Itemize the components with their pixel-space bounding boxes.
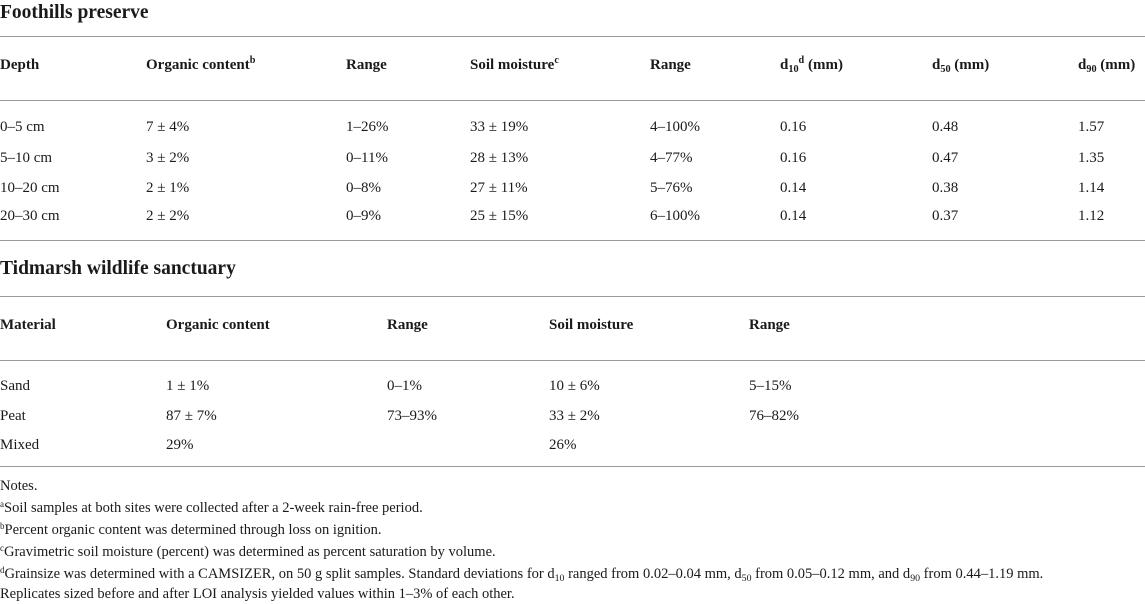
table-cell: 1.57 [1078,119,1105,135]
notes-label: Notes. [0,478,38,494]
header-range: Range [650,57,691,73]
table-cell: 0.37 [932,208,959,224]
table-cell: 1–26% [346,119,389,135]
table-cell: 6–100% [650,208,700,224]
table-cell: 0–1% [387,378,422,394]
footnote-b: $^b$Percent organic content was determined through loss on ignition. [0,520,382,538]
table-cell: 5–10 cm [0,150,53,166]
divider [0,296,1145,297]
table-cell: 1 ± 1% [166,378,210,394]
table-cell: 5–15% [749,378,792,394]
footnote-a: $^a$Soil samples at both sites were collected after a 2-week rain-free period. [0,498,423,516]
header-range: Range [387,317,428,333]
header-material: Material [0,317,56,333]
table-cell: Mixed [0,437,40,453]
table-cell: 0.14 [780,180,807,196]
table-cell: 0–11% [346,150,388,166]
table-cell: 5–76% [650,180,693,196]
table-cell: 29% [166,437,194,453]
header-soil-moisture: Soil moisture$^c$ [470,55,559,73]
divider [0,240,1145,241]
table-cell: 0–5 cm [0,119,45,135]
header-organic-content: Organic content$^b$ [146,55,256,73]
header-range: Range [749,317,790,333]
table-cell: 1.14 [1078,180,1105,196]
table-cell: 3 ± 2% [146,150,190,166]
table-cell: 0.47 [932,150,959,166]
header-organic-content: Organic content [166,317,270,333]
table-cell: Peat [0,408,26,424]
table-cell: 28 ± 13% [470,150,529,166]
table-cell: 0.16 [780,119,807,135]
section-title-tidmarsh: Tidmarsh wildlife sanctuary [0,258,236,279]
header-soil-moisture: Soil moisture [549,317,634,333]
table-cell: 0.16 [780,150,807,166]
footnote-d: $^d$Grainsize was determined with a CAMSIZER, on 50 g split samples. Standard deviations for $d_{10}$ ranged from 0.02–0.04 mm, $d_{50}$ from 0.05–0.12 mm, and $d_{90}$ from 0.44–1.19 mm. [0,564,1044,585]
table-cell: 33 ± 2% [549,408,600,424]
table-cell: 0.48 [932,119,959,135]
table-cell: 10 ± 6% [549,378,600,394]
table-cell: 76–82% [749,408,799,424]
footnote-d-continued: Replicates sized before and after LOI analysis yielded values within 1–3% of each other. [0,586,515,602]
table-cell: 1.35 [1078,150,1105,166]
table-cell: 0.38 [932,180,959,196]
table-cell: 26% [549,437,577,453]
header-d50: $d_{50}$ (mm) [932,57,990,76]
section-title-foothills: Foothills preserve [0,2,149,23]
table-cell: 0–9% [346,208,381,224]
divider [0,466,1145,467]
table-cell: 0–8% [346,180,381,196]
table-cell: 2 ± 2% [146,208,190,224]
table-cell: 27 ± 11% [470,180,528,196]
header-depth: Depth [0,57,40,73]
table-cell: 2 ± 1% [146,180,190,196]
table-cell: 73–93% [387,408,437,424]
divider [0,360,1145,361]
header-d90: $d_{90}$ (mm) [1078,57,1136,76]
table-cell: 87 ± 7% [166,408,217,424]
table-cell: 1.12 [1078,208,1105,224]
divider [0,36,1145,37]
footnote-c: $^c$Gravimetric soil moisture (percent) was determined as percent saturation by volume. [0,542,496,560]
header-d10: $d_{10}^d$ (mm) [780,55,843,76]
table-cell: 4–77% [650,150,693,166]
table-cell: 0.14 [780,208,807,224]
divider [0,100,1145,101]
header-range: Range [346,57,387,73]
table-cell: 33 ± 19% [470,119,529,135]
table-cell: 20–30 cm [0,208,60,224]
table-cell: 10–20 cm [0,180,60,196]
table-cell: Sand [0,378,30,394]
table-cell: 7 ± 4% [146,119,190,135]
table-cell: 25 ± 15% [470,208,529,224]
table-cell: 4–100% [650,119,700,135]
